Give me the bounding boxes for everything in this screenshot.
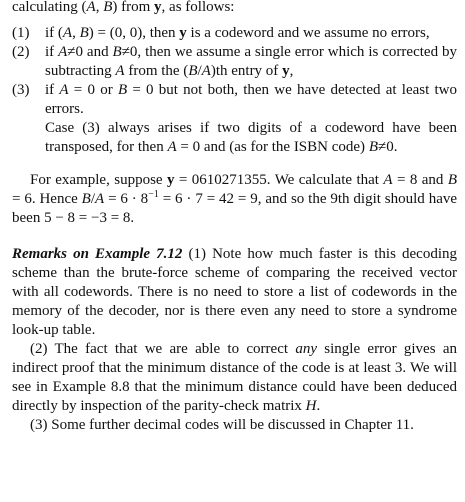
decoding-rules-list	[12, 24, 457, 157]
text: ,	[95, 0, 104, 15]
case-3-note: Case (3) always arises if two digits of a codeword have been transposed, for then A = 0 and (as for the ISBN code) B≠0.	[45, 120, 457, 155]
text: , as follows:	[161, 0, 235, 15]
remarks-paragraph-3: (3) Some further decimal codes will be discussed in Chapter 11.	[30, 417, 414, 433]
rule-text: if (A, B) = (0, 0), then y is a codeword and we assume no errors,	[45, 25, 430, 41]
remarks-heading: Remarks on Example 7.12	[12, 246, 183, 262]
intro-line	[12, 0, 457, 17]
rule-text: if A = 0 or B = 0 but not both, then we have detected at least two errors.	[45, 82, 457, 117]
rule-1	[12, 24, 457, 43]
rule-number: (1)	[12, 25, 30, 41]
vector-y: y	[154, 0, 162, 15]
remarks-paragraph-1: Remarks on Example 7.12 (1) Note how much faster is this decoding scheme than the brute-force scheme of comparing the received vector with all codewords. There is no need to store a list of codewords in the memory of the decoder, nor is there even any need to store a syndrome look-up table.	[12, 246, 457, 338]
rule-3	[12, 81, 457, 119]
var-A: A	[86, 0, 96, 15]
var-B: B	[103, 0, 113, 15]
rule-number: (3)	[12, 82, 30, 98]
rule-number: (2)	[12, 44, 30, 60]
rule-2	[12, 43, 457, 81]
text: ) from	[112, 0, 155, 15]
remarks-paragraph-2: (2) The fact that we are able to correct any single error gives an indirect proof that the minimum distance of the code is at least 3. We will see in Example 8.8 that the minimum distance could have been deduced directly by inspection of the parity-check matrix H.	[12, 341, 458, 414]
rule-text: if A≠0 and B≠0, then we assume a single error which is corrected by subtracting A from the (B/A)th entry of y,	[45, 44, 457, 79]
text: calculating (	[12, 0, 87, 15]
worked-example: For example, suppose y = 0610271355. We calculate that A = 8 and B = 6. Hence $B/A = 6 \cdot 8^{-1} = 6 \cdot 7 = 42 = 9$, and so the 9th digit should have been 5 − 8 = −3 = 8.	[12, 172, 458, 226]
